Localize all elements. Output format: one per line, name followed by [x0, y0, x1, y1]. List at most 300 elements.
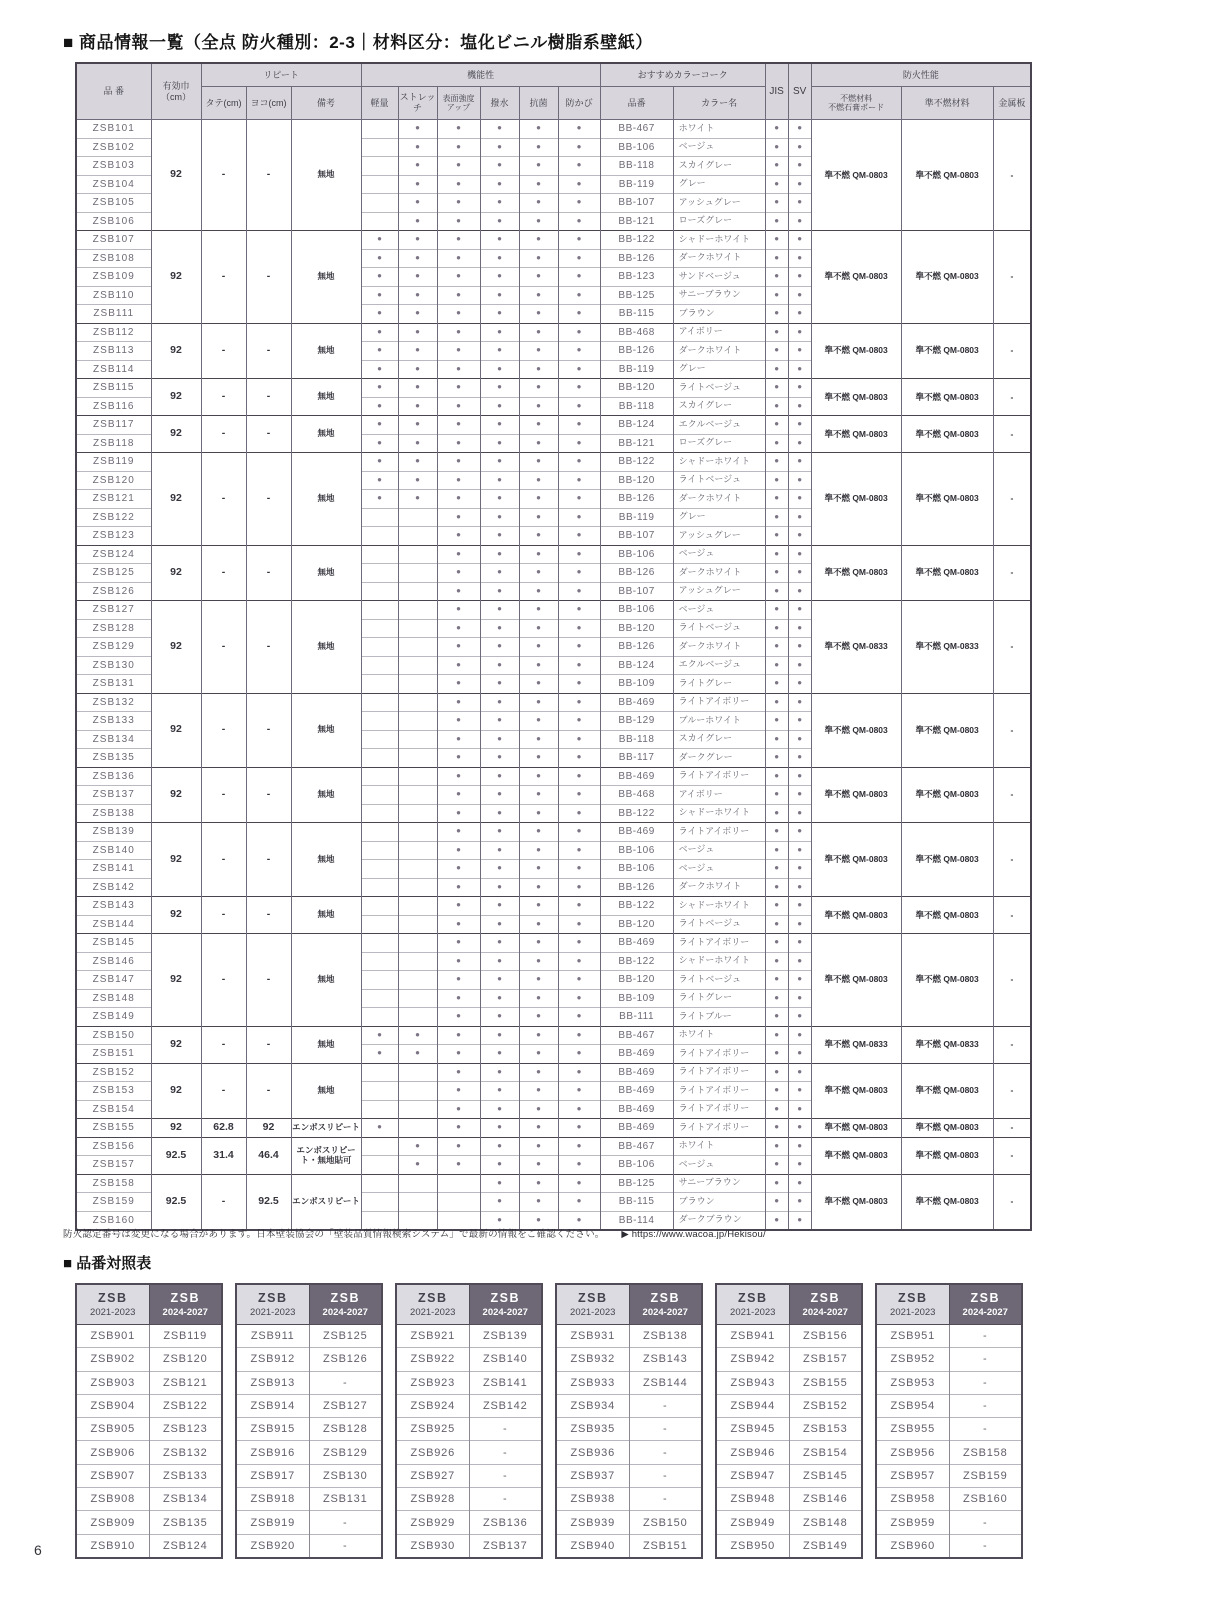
func-mold-cell: ● [558, 804, 600, 823]
color-name-cell: アッシュグレー [673, 582, 765, 601]
cross-ref-header-new: ZSB 2024-2027 [309, 1284, 382, 1325]
cross-ref-row [716, 1325, 862, 1348]
effective-width-cell: 92 [151, 1026, 201, 1063]
cross-ref-row [556, 1348, 702, 1371]
func-light-cell [361, 1063, 398, 1082]
func-surface-cell: ● [437, 823, 480, 842]
old-code-cell: ZSB937 [556, 1464, 629, 1487]
jis-dot-cell: ● [765, 138, 788, 157]
func-light-cell [361, 693, 398, 712]
cross-ref-header-old: ZSB 2021-2023 [76, 1284, 149, 1325]
info-link[interactable] [621, 1229, 765, 1240]
product-code-cell: ZSB145 [76, 934, 151, 953]
func-mold-cell: ● [558, 231, 600, 250]
func-stretch-cell [398, 804, 437, 823]
cross-ref-row [76, 1441, 222, 1464]
func-stretch-cell: ● [398, 1045, 437, 1064]
func-stretch-cell: ● [398, 1156, 437, 1175]
func-mold-cell: ● [558, 601, 600, 620]
new-code-cell: ZSB131 [309, 1488, 382, 1511]
func-surface-cell: ● [437, 878, 480, 897]
col-header-remarks: 備考 [291, 87, 361, 120]
product-row [76, 379, 1031, 398]
func-antibacterial-cell: ● [519, 471, 558, 490]
func-water-cell: ● [480, 823, 519, 842]
func-mold-cell: ● [558, 675, 600, 694]
old-code-cell: ZSB930 [396, 1534, 469, 1558]
func-mold-cell: ● [558, 379, 600, 398]
func-stretch-cell: ● [398, 249, 437, 268]
func-water-cell: ● [480, 1156, 519, 1175]
cross-ref-row [236, 1441, 382, 1464]
product-code-cell: ZSB155 [76, 1119, 151, 1138]
jis-dot-cell: ● [765, 619, 788, 638]
func-water-cell: ● [480, 860, 519, 879]
func-water-cell: ● [480, 1026, 519, 1045]
jis-dot-cell: ● [765, 804, 788, 823]
new-code-cell: ZSB156 [789, 1325, 862, 1348]
fire-quasi-noncombustible-cell: 準不燃 QM-0803 [901, 897, 993, 934]
func-water-cell: ● [480, 342, 519, 361]
old-code-cell: ZSB904 [76, 1394, 149, 1417]
cross-ref-row [76, 1534, 222, 1558]
func-water-cell: ● [480, 693, 519, 712]
cross-ref-row [396, 1488, 542, 1511]
func-antibacterial-cell: ● [519, 1008, 558, 1027]
func-surface-cell [437, 1193, 480, 1212]
func-stretch-cell: ● [398, 434, 437, 453]
fire-noncombustible-cell: 準不燃 QM-0803 [811, 416, 901, 453]
product-code-cell: ZSB119 [76, 453, 151, 472]
product-code-cell: ZSB135 [76, 749, 151, 768]
cross-ref-row [876, 1511, 1022, 1534]
func-light-cell: ● [361, 1119, 398, 1138]
func-light-cell: ● [361, 397, 398, 416]
color-code-cell: BB-125 [600, 1174, 673, 1193]
color-code-cell: BB-106 [600, 860, 673, 879]
func-water-cell: ● [480, 508, 519, 527]
product-row [76, 693, 1031, 712]
color-name-cell: ベージュ [673, 860, 765, 879]
func-antibacterial-cell: ● [519, 749, 558, 768]
color-name-cell: ライトグレー [673, 675, 765, 694]
repeat-tate-cell: - [201, 323, 246, 379]
remarks-cell: 無地 [291, 323, 361, 379]
jis-dot-cell: ● [765, 878, 788, 897]
func-stretch-cell [398, 749, 437, 768]
cross-ref-header-new: ZSB 2024-2027 [949, 1284, 1022, 1325]
fire-quasi-noncombustible-cell: 準不燃 QM-0803 [901, 323, 993, 379]
func-surface-cell: ● [437, 471, 480, 490]
func-stretch-cell: ● [398, 471, 437, 490]
fire-metal-plate-cell: - [993, 379, 1031, 416]
sv-dot-cell: ● [788, 157, 811, 176]
func-stretch-cell: ● [398, 323, 437, 342]
sv-dot-cell: ● [788, 601, 811, 620]
color-code-cell: BB-122 [600, 804, 673, 823]
func-mold-cell: ● [558, 1211, 600, 1230]
color-name-cell: ライトベージュ [673, 915, 765, 934]
func-stretch-cell [398, 1174, 437, 1193]
new-code-cell: ZSB120 [149, 1348, 222, 1371]
effective-width-cell: 92 [151, 416, 201, 453]
func-stretch-cell [398, 989, 437, 1008]
func-water-cell: ● [480, 453, 519, 472]
cross-ref-row [876, 1348, 1022, 1371]
func-mold-cell: ● [558, 786, 600, 805]
func-antibacterial-cell: ● [519, 545, 558, 564]
color-code-cell: BB-124 [600, 416, 673, 435]
func-mold-cell: ● [558, 1137, 600, 1156]
func-surface-cell: ● [437, 249, 480, 268]
cross-ref-row [236, 1371, 382, 1394]
repeat-tate-cell: - [201, 1174, 246, 1230]
fire-quasi-noncombustible-cell: 準不燃 QM-0803 [901, 545, 993, 601]
fire-quasi-noncombustible-cell: 準不燃 QM-0803 [901, 1063, 993, 1119]
func-antibacterial-cell: ● [519, 397, 558, 416]
color-code-cell: BB-122 [600, 952, 673, 971]
old-code-cell: ZSB910 [76, 1534, 149, 1558]
func-mold-cell: ● [558, 582, 600, 601]
func-surface-cell: ● [437, 508, 480, 527]
jis-dot-cell: ● [765, 1026, 788, 1045]
product-code-cell: ZSB120 [76, 471, 151, 490]
func-water-cell: ● [480, 878, 519, 897]
color-name-cell: ライトアイボリー [673, 823, 765, 842]
func-stretch-cell [398, 582, 437, 601]
func-mold-cell: ● [558, 1119, 600, 1138]
func-mold-cell: ● [558, 545, 600, 564]
new-code-cell: ZSB133 [149, 1464, 222, 1487]
cross-ref-header-row [396, 1284, 542, 1325]
new-code-cell: ZSB158 [949, 1441, 1022, 1464]
header-row-groups [76, 63, 1031, 87]
cross-ref-header-old: ZSB 2021-2023 [396, 1284, 469, 1325]
col-header-metal-plate: 金属板 [993, 87, 1031, 120]
sv-dot-cell: ● [788, 915, 811, 934]
func-stretch-cell [398, 897, 437, 916]
color-name-cell: ダークグレー [673, 749, 765, 768]
cross-ref-table-2 [235, 1283, 383, 1559]
col-header-color-caulk-group: おすすめカラーコーク [600, 63, 765, 87]
old-code-cell: ZSB947 [716, 1464, 789, 1487]
repeat-tate-cell: - [201, 601, 246, 694]
old-code-cell: ZSB949 [716, 1511, 789, 1534]
sv-dot-cell: ● [788, 231, 811, 250]
new-code-cell: - [949, 1418, 1022, 1441]
func-light-cell [361, 1156, 398, 1175]
func-mold-cell: ● [558, 342, 600, 361]
func-antibacterial-cell: ● [519, 434, 558, 453]
fire-metal-plate-cell: - [993, 601, 1031, 694]
jis-dot-cell: ● [765, 397, 788, 416]
func-stretch-cell [398, 564, 437, 583]
product-code-cell: ZSB128 [76, 619, 151, 638]
fire-quasi-noncombustible-cell: 準不燃 QM-0803 [901, 934, 993, 1027]
new-code-cell: ZSB143 [629, 1348, 702, 1371]
product-code-cell: ZSB138 [76, 804, 151, 823]
func-light-cell [361, 656, 398, 675]
new-code-cell: - [949, 1348, 1022, 1371]
cross-ref-header-old: ZSB 2021-2023 [876, 1284, 949, 1325]
func-water-cell: ● [480, 416, 519, 435]
func-antibacterial-cell: ● [519, 878, 558, 897]
jis-dot-cell: ● [765, 379, 788, 398]
col-header-noncombustible-line1: 不燃材料 [840, 93, 873, 103]
old-code-cell: ZSB942 [716, 1348, 789, 1371]
fire-quasi-noncombustible-cell: 準不燃 QM-0803 [901, 453, 993, 546]
color-name-cell: ホワイト [673, 1026, 765, 1045]
old-code-cell: ZSB914 [236, 1394, 309, 1417]
color-name-cell: アイボリー [673, 786, 765, 805]
func-antibacterial-cell: ● [519, 989, 558, 1008]
sv-dot-cell: ● [788, 471, 811, 490]
cross-ref-row [556, 1325, 702, 1348]
fire-metal-plate-cell: - [993, 1026, 1031, 1063]
effective-width-cell: 92 [151, 823, 201, 897]
func-surface-cell: ● [437, 175, 480, 194]
effective-width-cell: 92 [151, 120, 201, 231]
repeat-yoko-cell: 92 [246, 1119, 291, 1138]
cross-ref-row [716, 1534, 862, 1558]
func-stretch-cell [398, 1193, 437, 1212]
func-surface-cell: ● [437, 1119, 480, 1138]
fire-quasi-noncombustible-cell: 準不燃 QM-0803 [901, 693, 993, 767]
product-code-cell: ZSB105 [76, 194, 151, 213]
repeat-yoko-cell: - [246, 1026, 291, 1063]
product-code-cell: ZSB103 [76, 157, 151, 176]
jis-dot-cell: ● [765, 971, 788, 990]
new-code-cell: - [629, 1394, 702, 1417]
fire-noncombustible-cell: 準不燃 QM-0803 [811, 231, 901, 324]
old-code-cell: ZSB925 [396, 1418, 469, 1441]
cross-ref-row [236, 1488, 382, 1511]
jis-dot-cell: ● [765, 1193, 788, 1212]
func-light-cell [361, 175, 398, 194]
new-code-cell: ZSB130 [309, 1464, 382, 1487]
cross-ref-row [396, 1511, 542, 1534]
old-code-cell: ZSB911 [236, 1325, 309, 1348]
color-code-cell: BB-126 [600, 878, 673, 897]
jis-dot-cell: ● [765, 786, 788, 805]
func-water-cell: ● [480, 120, 519, 139]
color-code-cell: BB-469 [600, 1082, 673, 1101]
new-code-cell: ZSB141 [469, 1371, 542, 1394]
func-mold-cell: ● [558, 1045, 600, 1064]
product-code-cell: ZSB144 [76, 915, 151, 934]
color-code-cell: BB-118 [600, 730, 673, 749]
color-code-cell: BB-469 [600, 693, 673, 712]
jis-dot-cell: ● [765, 453, 788, 472]
product-code-cell: ZSB107 [76, 231, 151, 250]
func-stretch-cell: ● [398, 305, 437, 324]
cross-ref-row [236, 1511, 382, 1534]
color-name-cell: アイボリー [673, 323, 765, 342]
col-header-product-code: 品 番 [76, 63, 151, 120]
product-code-cell: ZSB132 [76, 693, 151, 712]
cross-ref-header-old: ZSB 2021-2023 [556, 1284, 629, 1325]
func-antibacterial-cell: ● [519, 712, 558, 731]
func-mold-cell: ● [558, 490, 600, 509]
product-code-cell: ZSB118 [76, 434, 151, 453]
func-stretch-cell [398, 934, 437, 953]
color-name-cell: サニーブラウン [673, 286, 765, 305]
cross-ref-row [876, 1534, 1022, 1558]
func-light-cell [361, 675, 398, 694]
product-code-cell: ZSB146 [76, 952, 151, 971]
product-row [76, 1063, 1031, 1082]
old-code-cell: ZSB907 [76, 1464, 149, 1487]
cross-ref-row [556, 1488, 702, 1511]
sv-dot-cell: ● [788, 841, 811, 860]
func-stretch-cell: ● [398, 360, 437, 379]
new-code-cell: ZSB150 [629, 1511, 702, 1534]
product-code-cell: ZSB106 [76, 212, 151, 231]
jis-dot-cell: ● [765, 897, 788, 916]
func-antibacterial-cell: ● [519, 915, 558, 934]
func-surface-cell: ● [437, 804, 480, 823]
func-surface-cell: ● [437, 212, 480, 231]
cross-ref-row [716, 1348, 862, 1371]
color-name-cell: ライトアイボリー [673, 767, 765, 786]
color-code-cell: BB-115 [600, 1193, 673, 1212]
cross-ref-row [396, 1325, 542, 1348]
func-mold-cell: ● [558, 897, 600, 916]
old-code-cell: ZSB931 [556, 1325, 629, 1348]
func-light-cell [361, 897, 398, 916]
func-light-cell: ● [361, 249, 398, 268]
new-code-cell: ZSB157 [789, 1348, 862, 1371]
color-name-cell: ブルーホワイト [673, 712, 765, 731]
old-code-cell: ZSB929 [396, 1511, 469, 1534]
func-antibacterial-cell: ● [519, 249, 558, 268]
old-code-cell: ZSB946 [716, 1441, 789, 1464]
product-code-cell: ZSB137 [76, 786, 151, 805]
func-light-cell [361, 1174, 398, 1193]
sv-dot-cell: ● [788, 952, 811, 971]
color-name-cell: スカイグレー [673, 397, 765, 416]
jis-dot-cell: ● [765, 1137, 788, 1156]
func-mold-cell: ● [558, 971, 600, 990]
cross-ref-header-new: ZSB 2024-2027 [469, 1284, 542, 1325]
old-code-cell: ZSB901 [76, 1325, 149, 1348]
remarks-cell: 無地 [291, 823, 361, 897]
sv-dot-cell: ● [788, 249, 811, 268]
func-light-cell: ● [361, 1045, 398, 1064]
jis-dot-cell: ● [765, 564, 788, 583]
color-name-cell: ダークホワイト [673, 878, 765, 897]
sv-dot-cell: ● [788, 268, 811, 287]
func-surface-cell: ● [437, 693, 480, 712]
fire-metal-plate-cell: - [993, 323, 1031, 379]
new-code-cell: ZSB138 [629, 1325, 702, 1348]
color-code-cell: BB-124 [600, 656, 673, 675]
func-water-cell: ● [480, 397, 519, 416]
product-code-cell: ZSB111 [76, 305, 151, 324]
col-header-caulk-code: 品番 [600, 87, 673, 120]
new-code-cell: - [469, 1488, 542, 1511]
jis-dot-cell: ● [765, 157, 788, 176]
product-code-cell: ZSB116 [76, 397, 151, 416]
func-water-cell: ● [480, 286, 519, 305]
old-code-cell: ZSB921 [396, 1325, 469, 1348]
old-code-cell: ZSB913 [236, 1371, 309, 1394]
func-surface-cell: ● [437, 453, 480, 472]
func-surface-cell: ● [437, 1045, 480, 1064]
func-antibacterial-cell: ● [519, 416, 558, 435]
jis-dot-cell: ● [765, 749, 788, 768]
remarks-cell: 無地 [291, 453, 361, 546]
remarks-cell: 無地 [291, 1026, 361, 1063]
func-stretch-cell: ● [398, 286, 437, 305]
func-antibacterial-cell: ● [519, 527, 558, 546]
new-code-cell: ZSB122 [149, 1394, 222, 1417]
sv-dot-cell: ● [788, 897, 811, 916]
repeat-tate-cell: - [201, 693, 246, 767]
jis-dot-cell: ● [765, 1100, 788, 1119]
product-row [76, 934, 1031, 953]
func-light-cell [361, 767, 398, 786]
func-antibacterial-cell: ● [519, 175, 558, 194]
func-light-cell [361, 860, 398, 879]
fire-metal-plate-cell: - [993, 1063, 1031, 1119]
func-water-cell: ● [480, 730, 519, 749]
func-water-cell: ● [480, 804, 519, 823]
new-code-cell: ZSB121 [149, 1371, 222, 1394]
func-water-cell: ● [480, 1137, 519, 1156]
product-code-cell: ZSB139 [76, 823, 151, 842]
new-code-cell: ZSB146 [789, 1488, 862, 1511]
sv-dot-cell: ● [788, 1100, 811, 1119]
color-name-cell: ブラウン [673, 1193, 765, 1212]
sv-dot-cell: ● [788, 1008, 811, 1027]
jis-dot-cell: ● [765, 471, 788, 490]
new-code-cell: ZSB155 [789, 1371, 862, 1394]
product-code-cell: ZSB153 [76, 1082, 151, 1101]
sv-dot-cell: ● [788, 416, 811, 435]
color-code-cell: BB-468 [600, 786, 673, 805]
product-code-cell: ZSB151 [76, 1045, 151, 1064]
repeat-yoko-cell: - [246, 416, 291, 453]
func-light-cell: ● [361, 416, 398, 435]
sv-dot-cell: ● [788, 619, 811, 638]
product-code-cell: ZSB117 [76, 416, 151, 435]
func-water-cell: ● [480, 1100, 519, 1119]
remarks-cell: エンボスリピート [291, 1119, 361, 1138]
effective-width-cell: 92 [151, 379, 201, 416]
col-header-jis: JIS [765, 63, 788, 120]
jis-dot-cell: ● [765, 1174, 788, 1193]
color-code-cell: BB-120 [600, 379, 673, 398]
sv-dot-cell: ● [788, 379, 811, 398]
color-code-cell: BB-469 [600, 1063, 673, 1082]
old-code-cell: ZSB950 [716, 1534, 789, 1558]
repeat-yoko-cell: - [246, 767, 291, 823]
func-mold-cell: ● [558, 194, 600, 213]
new-code-cell: - [949, 1371, 1022, 1394]
func-antibacterial-cell: ● [519, 804, 558, 823]
func-light-cell [361, 841, 398, 860]
jis-dot-cell: ● [765, 527, 788, 546]
func-light-cell: ● [361, 1026, 398, 1045]
new-code-cell: ZSB135 [149, 1511, 222, 1534]
cross-ref-row [76, 1464, 222, 1487]
col-header-effective-width-line1: 有効巾 [162, 80, 190, 91]
func-antibacterial-cell: ● [519, 656, 558, 675]
product-row [76, 231, 1031, 250]
color-name-cell: ライトベージュ [673, 379, 765, 398]
func-light-cell [361, 212, 398, 231]
